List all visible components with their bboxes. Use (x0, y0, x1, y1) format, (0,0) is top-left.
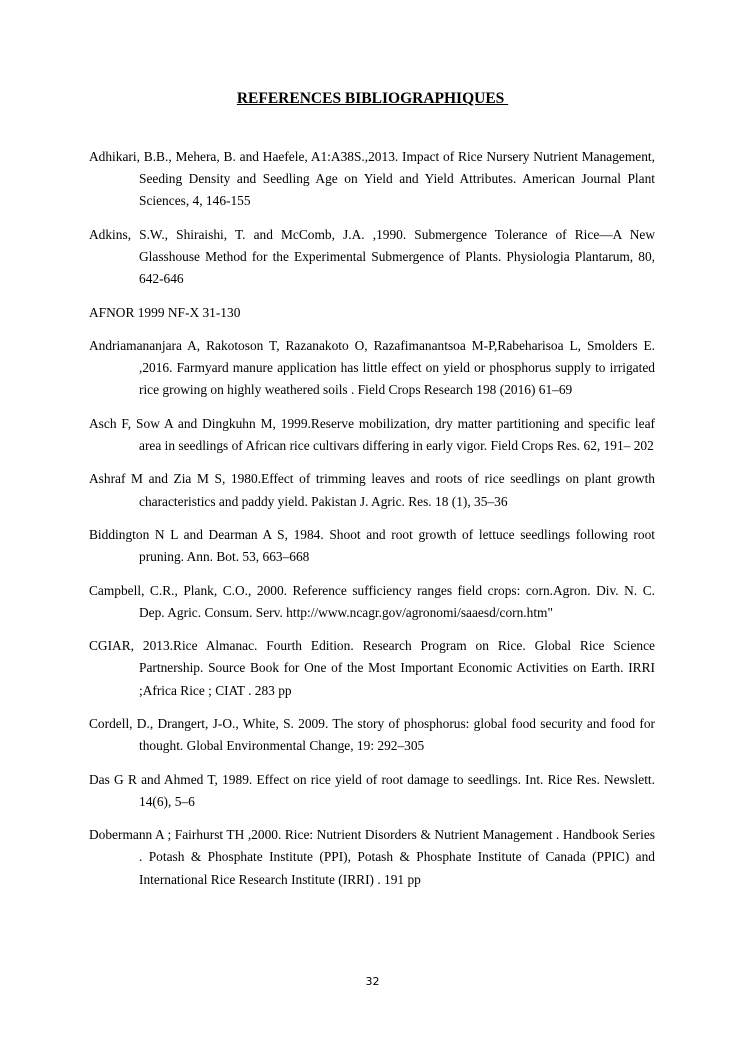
reference-entry: Dobermann A ; Fairhurst TH ,2000. Rice: Nutrient Disorders & Nutrient Management . Handbook Series . Potash & Phosphate Institute (PPI), Potash & Phosphate Institute of Canada (PPIC) and International Rice Research Institute (IRRI) . 191 pp (89, 827, 655, 887)
reference-entry: Asch F, Sow A and Dingkuhn M, 1999.Reserve mobilization, dry matter partitioning and specific leaf area in seedlings of African rice cultivars differing in early vigor. Field Crops Res. 62, 191– 202 (89, 415, 655, 453)
reference-entry: Adhikari, B.B., Mehera, B. and Haefele, A1:A38S.,2013. Impact of Rice Nursery Nutrient Management, Seeding Density and Seedling Age on Yield and Yield Attributes. American Journal Plant Sciences, 4, 146-155 (89, 149, 655, 209)
reference-entry: AFNOR 1999 NF-X 31-130 (89, 304, 241, 320)
reference-entry: CGIAR, 2013.Rice Almanac. Fourth Edition. Research Program on Rice. Global Rice Science Partnership. Source Book for One of the Most Important Economic Activities on Earth. IRRI ;Africa Rice ; CIAT . 283 pp (89, 638, 655, 698)
reference-entry: Cordell, D., Drangert, J-O., White, S. 2009. The story of phosphorus: global food security and food for thought. Global Environmental Change, 19: 292–305 (89, 715, 655, 754)
page-title: REFERENCES BIBLIOGRAPHIQUES (236, 90, 509, 107)
page-number: 32 (365, 975, 380, 988)
reference-entry: Adkins, S.W., Shiraishi, T. and McComb, J.A. ,1990. Submergence Tolerance of Rice—A New Glasshouse Method for the Experimental Submergence of Plants. Physiologia Plantarum, 80, 642-646 (89, 226, 655, 287)
reference-entry: Andriamananjara A, Rakotoson T, Razanakoto O, Razafimanantsoa M-P,Rabeharisoa L, Smolders E. ,2016. Farmyard manure application has little effect on yield or phosphorus supply to irrigated rice growing on highly weathered soils . Field Crops Research 198 (2016) 61–69 (89, 337, 655, 398)
reference-entry: Biddington N L and Dearman A S, 1984. Shoot and root growth of lettuce seedlings following root pruning. Ann. Bot. 53, 663–668 (89, 526, 655, 565)
reference-list (89, 146, 655, 902)
reference-entry: Campbell, C.R., Plank, C.O., 2000. Reference sufficiency ranges field crops: corn.Agron. Div. N. C. Dep. Agric. Consum. Serv. http://www.ncagr.gov/agronomi/saaesd/corn.htm" (89, 582, 655, 620)
reference-entry: Das G R and Ahmed T, 1989. Effect on rice yield of root damage to seedlings. Int. Rice Res. Newslett. 14(6), 5–6 (89, 771, 655, 809)
reference-entry: Ashraf M and Zia M S, 1980.Effect of trimming leaves and roots of rice seedlings on plant growth characteristics and paddy yield. Pakistan J. Agric. Res. 18 (1), 35–36 (89, 471, 655, 509)
